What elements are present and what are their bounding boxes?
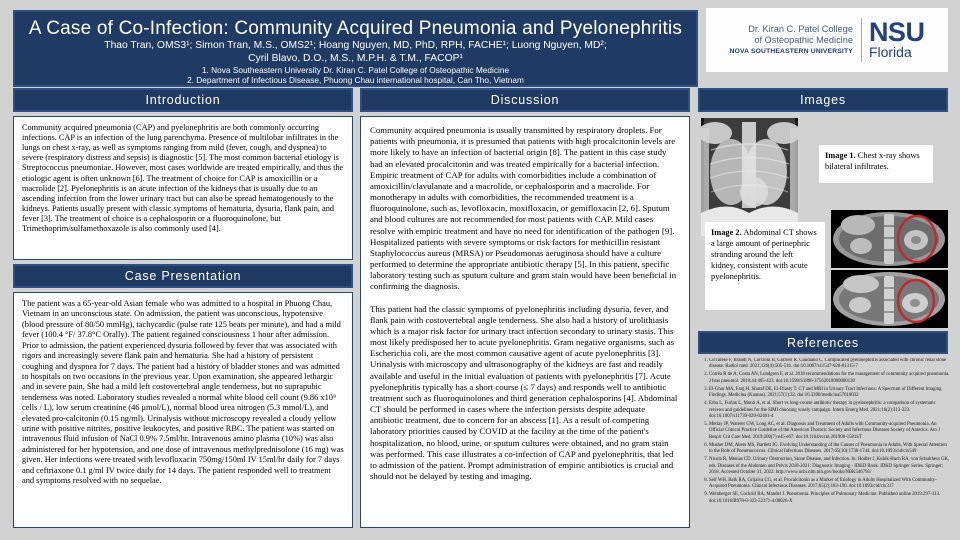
reference-item: 7. Nicola R, Menias CD. Urinary Obstruction, Stone Disease, and Infection. In: Hodler J, Kubik-Huch RA, von Schulthess GK, eds. Diseases of the Abdomen and Pelvis 2018-2021: Diagnostic Imaging - IDKD Book. IDKD Springer Series. Springer; 2018. Accessed October 31, 2022. http://www.ncbi.nlm.nih.gov/books/NBK546795/ xyxy=(709,457,950,476)
image-1-caption xyxy=(819,145,933,183)
ct-slice-2 xyxy=(831,270,948,328)
chest-xray-image xyxy=(701,118,798,236)
university-wordmark: NOVA SOUTHEASTERN UNIVERSITY xyxy=(729,48,853,56)
title-banner xyxy=(13,10,698,87)
image-2-caption-text: Abdominal CT shows a large amount of perinephric stranding around the left kidney, consistent with acute pyelonephritis. xyxy=(711,228,817,282)
logo-divider xyxy=(861,18,862,62)
abdominal-ct-image xyxy=(831,210,948,328)
college-line-1: Dr. Kiran C. Patel College xyxy=(748,23,853,34)
image-2-caption xyxy=(705,222,825,310)
references-items xyxy=(698,358,950,505)
reference-item: 5. Metlay JP, Waterer GW, Long AC, et al. Diagnosis and Treatment of Adults with Community-acquired Pneumonia. An Official Clinical Practice Guideline of the American Thoracic Society and Infectious Diseases Society of America. Am J Respir Crit Care Med. 2019;200(7):e45-e67. doi:10.1164/rccm.201908-1581ST xyxy=(709,422,950,441)
nsu-letters: NSU xyxy=(868,16,925,47)
section-title: Case Presentation xyxy=(124,269,242,283)
section-header-references xyxy=(698,331,948,354)
reference-item: 2. Corrêa R de A, Costa AN, Lundgren F, et al. 2018 recommendations for the management of community acquired pneumonia. J bras pneumol. 2018;44:405-423. doi:10.1590/S1806-37562018000000130 xyxy=(709,372,950,384)
poster-title: A Case of Co-Infection: Community Acquired Pneumonia and Pyelonephritis xyxy=(28,18,683,39)
introduction-body xyxy=(13,116,353,260)
image-1-caption-label: Image 1. xyxy=(825,151,856,160)
nsu-logo xyxy=(706,8,948,72)
discussion-paragraph-1: Community acquired pneumonia is usually transmitted by respiratory droplets. For patients with pneumonia, it is presumed that patients with high procalcitonin levels are more likely to have an infection of bacterial origin [8]. The patient in this case study had an elevated procalcitonin and was treated empirically for a bacterial infection. Empiric treatment of CAP for adults with comorbidities include a combination of amoxicillin/clavulanate and a macrolide, or cephalosporin and a macrolide. For monotherapy in adults with comorbidities, the recommended treatment is a fluoroquinolone, such as, levofloxacin, moxifloxacin, or gemifloxacin [2, 6]. Sputum and blood cultures are not recommended for most patients with CAP. Mild cases resolve with empiric treatment and have no need for identification of the pathogen [9]. Hospitalized patients with severe symptoms or risk factors for methicillin resistant Staphylococcus aureus (MRSA) or Pseudomonas aeruginosa should have a culture performed to determine the appropriate antibiotic therapy [5]. In this patient, specific laboratory testing such as sputum culture and gram stain would have been beneficial in confirming the diagnosis. xyxy=(370,125,677,292)
section-header-images xyxy=(698,88,948,112)
case-presentation-body xyxy=(13,292,353,528)
nsu-state: Florida xyxy=(868,44,912,61)
section-header-discussion xyxy=(360,88,690,112)
authors-line-2: Cyril Blavo, D.O., M.S., M.P.H. & T.M., FACOP¹ xyxy=(248,52,463,64)
ct-slice-1 xyxy=(831,210,948,268)
reference-item: 4. Erba L, Furlan L, Monti A, et al. Short vs long-course antibiotic therapy in pyelonephritis: a comparison of systematic reviews and guidelines for the SIMI choosing wisely campaign. Intern Emerg Med. 2021;16(2):313-323. doi:10.1007/s11739-020-02401-4 xyxy=(709,401,950,420)
discussion-body xyxy=(360,116,690,528)
discussion-paragraph-2: This patient had the classic symptoms of pyelonephritis including dysuria, fever, and flank pain with costovertebral angle tenderness. She also had a history of urolithiasis which is a major risk factor for urinary tract infection secondary to urinary stasis. This most likely predisposed her to acute pyelonephritis. Gram negative organisms, such as Escherichia coli, are the most common causative agent of acute pyelonephritis [3]. Urinalysis with microscopy and ultrasonography of the kidneys are fast and readily available and useful in the initial evaluation of patients with pyelonephritis [7]. Acute pyelonephritis typically has a short course (≤ 7 days) and responds well to antibiotic treatment such as fluoroquinolones and third generation cephalosporins [4]. Abdominal CT should be performed in cases where the infection persists despite adequate antibiotic treatment, due to concern for an abscess [1]. As a result of competing laboratory priorities caused by COVID at the facility at the time of the patient's hospitalization, no blood, urine, or sputum cultures were obtained, and no gram stain was performed. This case illustrates a co-infection of CAP and pyelonephritis, that led to admission of the patient. Prompt administration of empiric antibiotics is crucial and should not be delayed by testing and imaging. xyxy=(370,303,678,482)
section-title: Discussion xyxy=(490,93,560,107)
introduction-text: Community acquired pneumonia (CAP) and pyelonephritis are both commonly occurring infections. CAP is an infection of the lung parenchyma. Presence of multilobar infiltrates in the lungs on chest x-ray, as well as symptoms ranging from mild (fever, cough, and dyspnea) to severe (respiratory distress and sepsis) is diagnostic [5]. The most common bacterial etiology is Streptococcus pneumoniae. However, most cases worldwide are treated empirically, and thus the etiologic agent is often unknown [6]. The treatment of choice for CAP is amoxicillin or a macrolide [2]. Pyelonephritis is an acute infection of the kidneys that is usually due to an ascending infection from the lower urinary tract but can also be spread hematogenously to the kidneys. Patients usually present with classic symptoms of hematuria, dysuria, flank pain, and fever [3]. The treatment of choice is a cephalosporin or a fluoroquinolone, but Trimethoprim/sulfamethoxazole is also commonly used [4]. xyxy=(22,123,344,234)
references-list xyxy=(698,358,950,536)
section-header-introduction xyxy=(13,88,353,112)
affiliation-2: 2. Department of Infectious Disease, Phuong Chau international hospital, Can Tho, Vietnam xyxy=(187,75,524,86)
college-line-2: of Osteopathic Medicine xyxy=(754,34,853,45)
section-header-case-presentation xyxy=(13,264,353,288)
case-presentation-text: The patient was a 65-year-old Asian female who was admitted to a hospital in Phuong Chau, Vietnam in an unconscious state. On admission, the patient was unconscious, hypotensive (blood pressure of 80/50 mmHg), tachycardic (pulse rate 125 beats per minute), and had a mild fever (100.4 °F/ 37.8°C Orally). The patient regained consciousness 1 hour after admission. Prior to admission, the patient experienced dysuria followed by fever that was associated with rigors and increasingly severe flank pain and hematuria. She had a history of persistent coughing and dyspnea for 7 days. The patient had a history of bladder stones and was admitted to hospitals on two occasions in the previous year. Upon examination, she appeared lethargic and in severe pain. She had a mild left costovertebral angle tenderness, but no suprapubic tenderness was noted. Laboratory studies revealed a normal white blood cell count (9.86 x10⁹ cells / L), low serum creatinine (46 μmol/L), normal blood urea nitrogen (5.3 mmol/L), and elevated pro-calcitonin (0.15 ng/ml). Urinalysis without microscopy revealed a cloudy yellow urine with positive nitrites, positive leukocytes, and positive RBC. The patient was started on intravenous fluid infusion of NaCl 0.9% 7.5ml/hr. Intravenous amino plasma (10%) was also administered for her hypotension, and one dose of intravenous methylprednisolone (16 mg) was given. Her infections were treated with levofloxacin 750mg/150ml IV 15ml/hr daily for 7 days and ceftriaxone 0.1 g/ml IV twice daily for 14 days. The patient responded well to treatment and symptoms resolved with no sequelae. xyxy=(22,299,344,486)
section-title: Introduction xyxy=(145,93,221,107)
nsu-mark xyxy=(868,16,925,61)
reference-item: 8. Self WH, Balk RA, Grijalva CG, et al. Procalcitonin as a Marker of Etiology in Adults Hospitalized With Community-Acquired Pneumonia. Clinical Infectious Diseases. 2017;65(2):183-190. doi:10.1093/cid/cix317 xyxy=(709,478,950,490)
section-title: References xyxy=(787,335,859,350)
image-1-caption-text: Chest x-ray shows bilateral infiltrates. xyxy=(825,151,920,172)
image-2-caption-label: Image 2. xyxy=(711,228,742,237)
authors-line-1: Thao Tran, OMS3¹; Simon Tran, M.S., OMS2¹; Hoang Nguyen, MD, PhD, RPH, FACHE¹; Luong Nguyen, MD²; xyxy=(104,40,607,51)
section-title: Images xyxy=(800,93,846,107)
college-wordmark xyxy=(730,24,853,56)
reference-item: 3. El-Ghar MA, Farg H, Sharaf DE, El-Diasty T. CT and MRI in Urinary Tract Infections: A Spectrum of Different Imaging Findings. Medicina (Kaunas). 2021;57(1):32. doi:10.3390/medicina57010032 xyxy=(709,387,950,399)
reference-item: 1. Ciccarese F, Brandi N, Corcioni B, Golfieri R, Gaudiano C. Complicated pyelonephritis associated with chronic renal stone disease. Radiol med. 2021;126(4):505-516. doi:10.1007/s11547-020-01315-7 xyxy=(709,358,950,370)
reference-item: 9. Weinberger SE, Cockrill BA, Mandel J. Pneumonia. Principles of Pulmonary Medicine. Published online 2019:297-313. doi:10.1016/B978-0-323-52371-4.00026-X xyxy=(709,492,950,504)
affiliation-1: 1. Nova Southeastern University Dr. Kiran C. Patel College of Osteopathic Medicine xyxy=(201,65,510,76)
reference-item: 6. Musher DM, Abers MS, Bartlett JG. Evolving Understanding of the Causes of Pneumonia in Adults, With Special Attention to the Role of Pneumococcus. Clinical Infectious Diseases. 2017;65(10):1736-1744. doi:10.1093/cid/cix549 xyxy=(709,443,950,455)
